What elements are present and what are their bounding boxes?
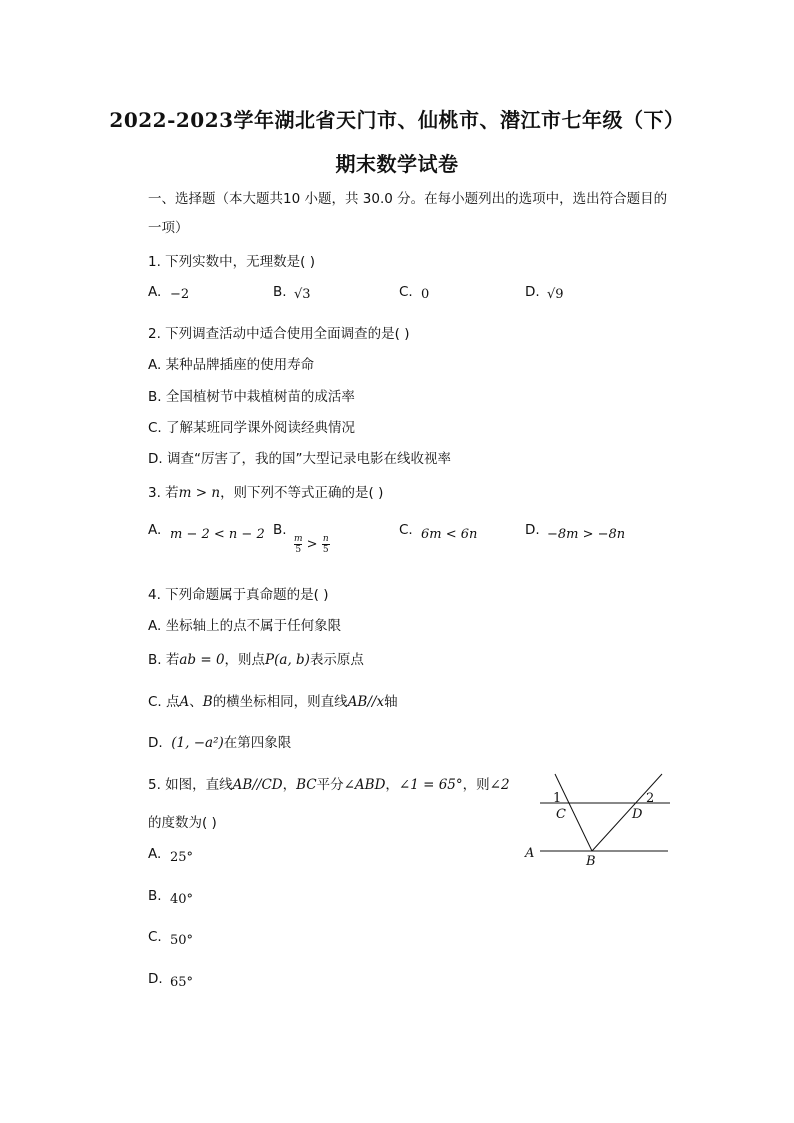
q1-option-b-label: B.: [273, 284, 287, 300]
q3-stem-post: ，则下列不等式正确的是( ): [220, 485, 384, 501]
label-point-a: A: [525, 846, 535, 861]
label-point-c: C: [556, 807, 566, 822]
section-heading-cont: 一项）: [148, 220, 189, 236]
q1-option-c-label: C.: [399, 284, 413, 300]
q3-option-c-value: 6m < 6n: [421, 527, 478, 542]
q3-option-c-label: C.: [399, 522, 413, 538]
q3-option-b-value: $\frac{m}{5}$ > $\frac{n}{5}$: [294, 534, 329, 555]
label-angle-2: 2: [646, 791, 655, 806]
q5-option-a-label: A.: [148, 846, 162, 862]
q3-stem-pre: 3. 若: [148, 485, 179, 501]
q5-option-d-label: D.: [148, 971, 163, 987]
q1-option-a-label: A.: [148, 284, 162, 300]
q3-option-b-label: B.: [273, 522, 287, 538]
q1-option-b-value: √3: [294, 287, 311, 302]
label-angle-1: 1: [553, 791, 562, 806]
exam-title-line1: 2022-2023学年湖北省天门市、仙桃市、潜江市七年级（下）: [109, 108, 685, 132]
q2-option-d: D. 调查“厉害了，我的国”大型记录电影在线收视率: [148, 451, 451, 467]
label-point-d: D: [632, 807, 643, 822]
q5-stem: 5. 如图，直线AB//CD，BC平分∠ABD，∠1 = 65°，则∠2: [148, 777, 510, 793]
q4-stem: 4. 下列命题属于真命题的是( ): [148, 587, 329, 603]
q5-geometry-figure: [520, 770, 680, 870]
q5-stem-cont: 的度数为( ): [148, 815, 217, 831]
q2-option-c: C. 了解某班同学课外阅读经典情况: [148, 420, 356, 436]
q1-option-d-label: D.: [525, 284, 540, 300]
q1-option-a-value: −2: [170, 287, 190, 302]
q2-option-b: B. 全国植树节中栽植树苗的成活率: [148, 389, 355, 405]
q3-stem: [148, 481, 383, 501]
q1-stem: 1. 下列实数中，无理数是( ): [148, 254, 315, 270]
q5-option-c-value: 50°: [170, 933, 194, 948]
q3-option-d-value: −8m > −8n: [547, 527, 626, 542]
section-heading: 一、选择题（本大题共10 小题，共 30.0 分。在每小题列出的选项中，选出符合题目的: [148, 191, 668, 207]
q5-option-b-value: 40°: [170, 892, 194, 907]
q3-stem-math: m > n: [178, 485, 221, 501]
q1-option-d-value: √9: [547, 287, 564, 302]
q3-option-a-label: A.: [148, 522, 162, 538]
q4-option-b: B. 若ab = 0，则点P(a, b)表示原点: [148, 652, 364, 668]
line-bd: [592, 774, 662, 851]
q5-option-d-value: 65°: [170, 975, 194, 990]
q3-fraction-n-over-5: $\frac{n}{5}$: [322, 534, 329, 555]
q5-option-a-value: 25°: [170, 850, 194, 865]
q4-option-a: A. 坐标轴上的点不属于任何象限: [148, 618, 342, 634]
q3-option-a-value: m − 2 < n − 2: [170, 527, 265, 542]
q4-option-c: C. 点A、B的横坐标相同，则直线AB//x轴: [148, 694, 398, 710]
q1-option-c-value: 0: [421, 287, 430, 302]
q5-option-b-label: B.: [148, 888, 162, 904]
q3-option-d-label: D.: [525, 522, 540, 538]
q2-option-a: A. 某种品牌插座的使用寿命: [148, 357, 315, 373]
label-point-b: B: [586, 854, 596, 869]
q5-option-c-label: C.: [148, 929, 162, 945]
q2-stem: 2. 下列调查活动中适合使用全面调查的是( ): [148, 326, 410, 342]
exam-title-line2: 期末数学试卷: [335, 152, 459, 176]
q4-option-d: D. (1, −a²)在第四象限: [148, 735, 292, 751]
q3-fraction-m-over-5: $\frac{m}{5}$: [294, 534, 303, 555]
